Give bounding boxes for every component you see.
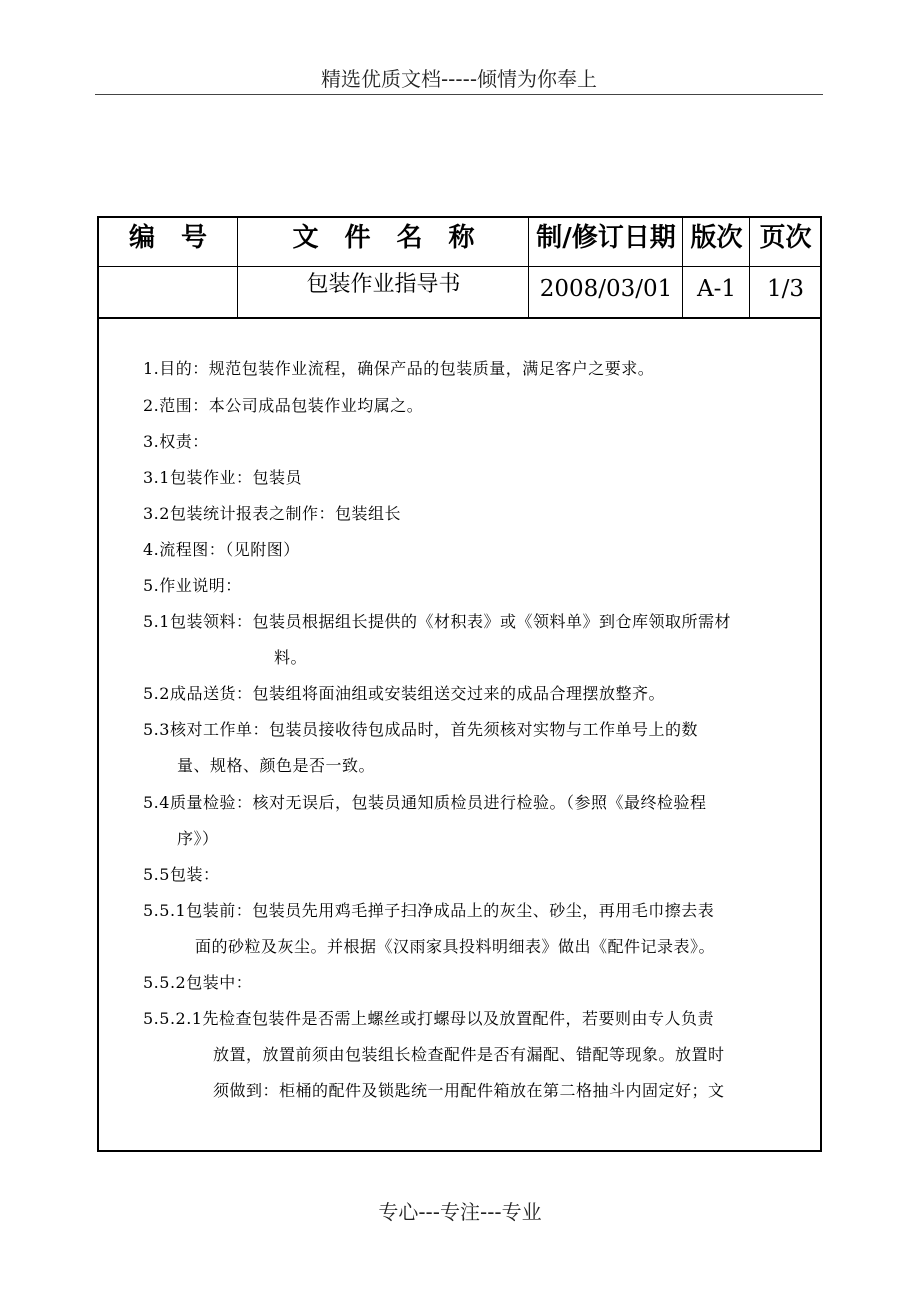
page-footer: 专心---专注---专业 — [378, 1200, 542, 1224]
header-page: 页次 — [759, 223, 812, 253]
header-number: 编 号 — [128, 223, 207, 253]
text-line: 2.范围：本公司成品包装作业均属之。 — [143, 396, 424, 415]
text-line: 5.3核对工作单：包装员接收待包成品时，首先须核对实物与工作单号上的数 — [143, 720, 698, 739]
value-revision-date: 2008/03/01 — [539, 276, 673, 302]
text-line: 量、规格、颜色是否一致。 — [177, 756, 376, 775]
value-file-name: 包装作业指导书 — [306, 272, 461, 297]
text-line: 须做到：柜桶的配件及锁匙统一用配件箱放在第二格抽斗内固定好；文 — [213, 1081, 725, 1100]
text-line: 5.5包装： — [143, 865, 220, 884]
text-line: 5.1包装领料：包装员根据组长提供的《材积表》或《领料单》到仓库领取所需材 — [143, 612, 731, 631]
header-version: 版次 — [690, 223, 743, 253]
text-line: 4.流程图：（见附图） — [143, 540, 300, 559]
table-header-row — [99, 218, 820, 267]
text-line: 序》） — [177, 829, 219, 848]
text-line: 5.5.2包装中： — [143, 973, 253, 992]
text-line: 3.2包装统计报表之制作：包装组长 — [143, 504, 401, 523]
page-header: 精选优质文档-----倾情为你奉上 — [95, 64, 823, 95]
text-line: 面的砂粒及灰尘。并根据《汉雨家具投料明细表》做出《配件记录表》。 — [195, 937, 716, 956]
text-line: 5.4质量检验：核对无误后，包装员通知质检员进行检验。（参照《最终检验程 — [143, 793, 707, 812]
value-number — [99, 267, 237, 317]
text-line: 3.1包装作业：包装员 — [143, 468, 302, 487]
header-file-name: 文 件 名 称 — [292, 223, 475, 253]
value-page: 1/3 — [766, 276, 804, 302]
text-line: 3.权责： — [143, 432, 209, 451]
table-value-row — [99, 267, 820, 319]
text-line: 料。 — [274, 648, 308, 667]
document-frame — [97, 216, 822, 1152]
text-line: 5.2成品送货：包装组将面油组或安装组送交过来的成品合理摆放整齐。 — [143, 684, 665, 703]
text-line: 放置，放置前须由包装组长检查配件是否有漏配、错配等现象。放置时 — [213, 1045, 725, 1064]
text-line: 5.5.2.1先检查包装件是否需上螺丝或打螺母以及放置配件，若要则由专人负责 — [143, 1009, 714, 1028]
text-line: 5.5.1包装前：包装员先用鸡毛掸子扫净成品上的灰尘、砂尘，再用毛巾擦去表 — [143, 901, 715, 920]
value-version: A-1 — [696, 276, 736, 302]
text-line: 5.作业说明： — [143, 576, 242, 595]
header-revision-date: 制/修订日期 — [536, 223, 676, 253]
text-line: 1.目的：规范包装作业流程，确保产品的包装质量，满足客户之要求。 — [143, 359, 655, 378]
